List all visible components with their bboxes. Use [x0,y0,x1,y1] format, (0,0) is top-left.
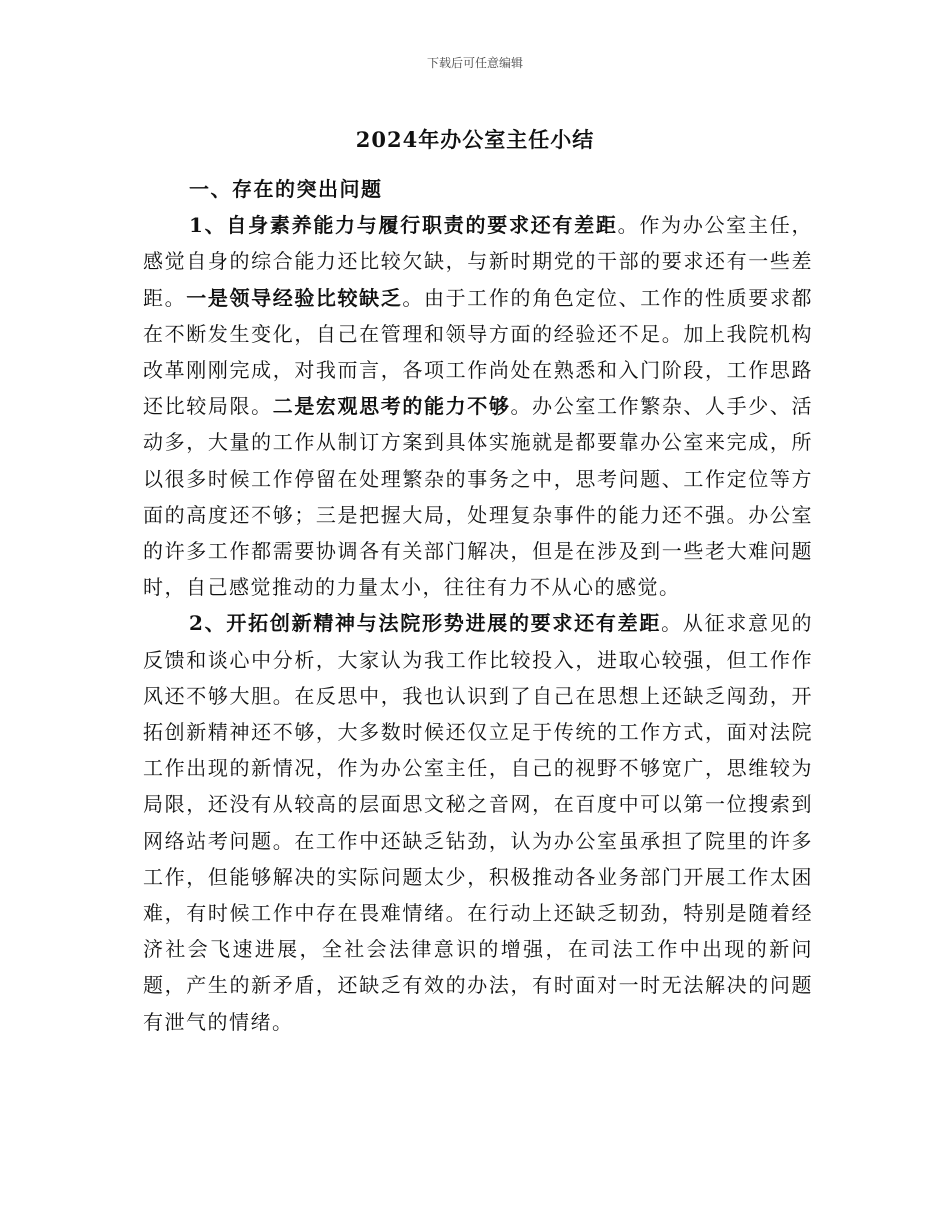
paragraph-2 [143,605,813,1039]
paragraph-1-point-1: 一是领导经验比较缺乏 [186,285,403,310]
paragraph-1-text-1: 。作为办公室主任，感觉自身的综合能力还比较欠缺，与新时期党的干部的要求还有一些差距。 [143,213,814,310]
paragraph-1-text-2: 。由于工作的角色定位、工作的性质要求都在不断发生变化，自己在管理和领导方面的经验还不足。加上我院机构改革刚刚完成，对我而言，各项工作尚处在熟悉和入门阶段，工作思路还比较局限。 [143,285,814,419]
paragraph-1-point-2: 二是宏观思考的能力不够 [272,394,511,419]
section-heading: 一、存在的突出问题 [189,177,383,201]
page-title: 2024年办公室主任小结 [355,127,595,152]
paragraph-1 [143,207,813,605]
paragraph-1-text-3: 。办公室工作繁杂、人手少、活动多，大量的工作从制订方案到具体实施就是都要靠办公室来完成，所以很多时候工作停留在处理繁杂的事务之中，思考问题、工作定位等方面的高度还不够；三是把握大局，处理复杂事件的能力还不强。办公室的许多工作都需要协调各有关部门解决，但是在涉及到一些老大难问题时，自己感觉推动的力量太小，往往有力不从心的感觉。 [143,394,814,600]
paragraph-1-lead: 1、自身素养能力与履行职责的要求还有差距 [189,213,618,238]
paragraph-2-text-1: 。从征求意见的反馈和谈心中分析，大家认为我工作比较投入，进取心较强，但工作作风还不够大胆。在反思中，我也认识到了自己在思想上还缺乏闯劲，开拓创新精神还不够，大多数时候还仅立足于传统的工作方式，面对法院工作出现的新情况，作为办公室主任，自己的视野不够宽广，思维较为局限，还没有从较高的层面思文秘之音网，在百度中可以第一位搜索到网络站考问题。在工作中还缺乏钻劲，认为办公室虽承担了院里的许多工作，但能够解决的实际问题太少，积极推动各业务部门开展工作太困难，有时候工作中存在畏难情绪。在行动上还缺乏韧劲，特别是随着经济社会飞速进展，全社会法律意识的增强，在司法工作中出现的新问题，产生的新矛盾，还缺乏有效的办法，有时面对一时无法解决的问题有泄气的情绪。 [143,611,814,1034]
paragraph-2-lead: 2、开拓创新精神与法院形势进展的要求还有差距 [189,611,662,636]
header-note: 下载后可任意编辑 [426,56,523,70]
document-body [143,171,813,1040]
